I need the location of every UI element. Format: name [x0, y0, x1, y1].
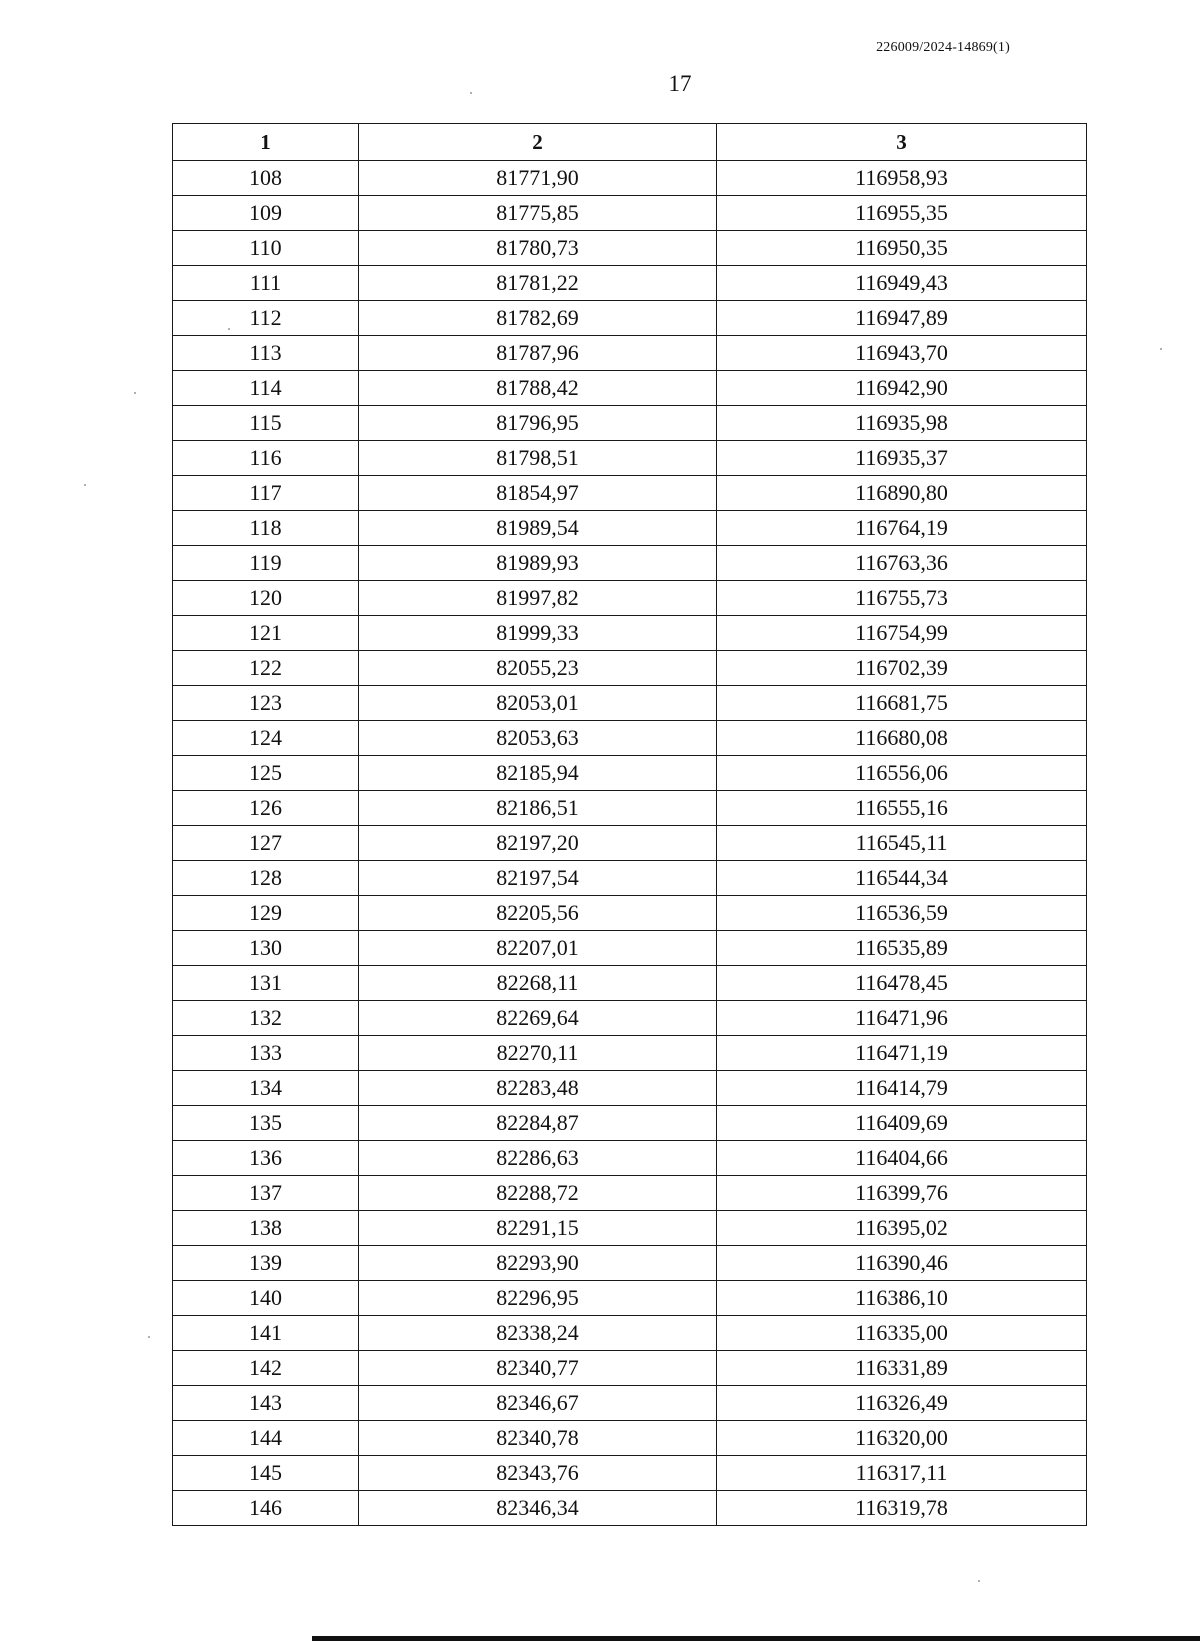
table-row — [173, 1351, 1087, 1386]
column-header-3: 3 — [717, 124, 1087, 161]
x-coordinate-cell: 82340,77 — [359, 1351, 717, 1386]
table-row — [173, 1246, 1087, 1281]
y-coordinate-cell: 116763,36 — [717, 546, 1087, 581]
table-row — [173, 721, 1087, 756]
point-number-cell: 146 — [173, 1491, 359, 1526]
y-coordinate-cell: 116890,80 — [717, 476, 1087, 511]
point-number-cell: 131 — [173, 966, 359, 1001]
y-coordinate-cell: 116955,35 — [717, 196, 1087, 231]
x-coordinate-cell: 81775,85 — [359, 196, 717, 231]
x-coordinate-cell: 81771,90 — [359, 161, 717, 196]
table-row — [173, 441, 1087, 476]
point-number-cell: 126 — [173, 791, 359, 826]
y-coordinate-cell: 116414,79 — [717, 1071, 1087, 1106]
table-row — [173, 336, 1087, 371]
point-number-cell: 145 — [173, 1456, 359, 1491]
x-coordinate-cell: 82284,87 — [359, 1106, 717, 1141]
y-coordinate-cell: 116545,11 — [717, 826, 1087, 861]
point-number-cell: 125 — [173, 756, 359, 791]
x-coordinate-cell: 82296,95 — [359, 1281, 717, 1316]
x-coordinate-cell: 82053,63 — [359, 721, 717, 756]
point-number-cell: 118 — [173, 511, 359, 546]
x-coordinate-cell: 81781,22 — [359, 266, 717, 301]
point-number-cell: 139 — [173, 1246, 359, 1281]
table-row — [173, 616, 1087, 651]
point-number-cell: 108 — [173, 161, 359, 196]
point-number-cell: 128 — [173, 861, 359, 896]
y-coordinate-cell: 116764,19 — [717, 511, 1087, 546]
point-number-cell: 141 — [173, 1316, 359, 1351]
y-coordinate-cell: 116535,89 — [717, 931, 1087, 966]
x-coordinate-cell: 82283,48 — [359, 1071, 717, 1106]
x-coordinate-cell: 81997,82 — [359, 581, 717, 616]
point-number-cell: 120 — [173, 581, 359, 616]
point-number-cell: 129 — [173, 896, 359, 931]
table-row — [173, 966, 1087, 1001]
x-coordinate-cell: 82346,67 — [359, 1386, 717, 1421]
x-coordinate-cell: 81989,93 — [359, 546, 717, 581]
x-coordinate-cell: 81782,69 — [359, 301, 717, 336]
y-coordinate-cell: 116395,02 — [717, 1211, 1087, 1246]
point-number-cell: 114 — [173, 371, 359, 406]
x-coordinate-cell: 81780,73 — [359, 231, 717, 266]
point-number-cell: 140 — [173, 1281, 359, 1316]
table-row — [173, 371, 1087, 406]
x-coordinate-cell: 81989,54 — [359, 511, 717, 546]
y-coordinate-cell: 116409,69 — [717, 1106, 1087, 1141]
y-coordinate-cell: 116935,98 — [717, 406, 1087, 441]
y-coordinate-cell: 116536,59 — [717, 896, 1087, 931]
y-coordinate-cell: 116386,10 — [717, 1281, 1087, 1316]
table-row — [173, 651, 1087, 686]
table-row — [173, 1421, 1087, 1456]
y-coordinate-cell: 116390,46 — [717, 1246, 1087, 1281]
point-number-cell: 111 — [173, 266, 359, 301]
x-coordinate-cell: 81788,42 — [359, 371, 717, 406]
bottom-rule — [312, 1636, 1200, 1641]
y-coordinate-cell: 116335,00 — [717, 1316, 1087, 1351]
table-row — [173, 301, 1087, 336]
x-coordinate-cell: 81787,96 — [359, 336, 717, 371]
point-number-cell: 138 — [173, 1211, 359, 1246]
y-coordinate-cell: 116754,99 — [717, 616, 1087, 651]
x-coordinate-cell: 82197,54 — [359, 861, 717, 896]
x-coordinate-cell: 82185,94 — [359, 756, 717, 791]
table-row — [173, 1141, 1087, 1176]
x-coordinate-cell: 82288,72 — [359, 1176, 717, 1211]
point-number-cell: 137 — [173, 1176, 359, 1211]
table-row — [173, 1211, 1087, 1246]
x-coordinate-cell: 82053,01 — [359, 686, 717, 721]
table-row — [173, 826, 1087, 861]
point-number-cell: 136 — [173, 1141, 359, 1176]
table-row — [173, 861, 1087, 896]
y-coordinate-cell: 116950,35 — [717, 231, 1087, 266]
point-number-cell: 121 — [173, 616, 359, 651]
table-row — [173, 1281, 1087, 1316]
x-coordinate-cell: 82293,90 — [359, 1246, 717, 1281]
x-coordinate-cell: 82346,34 — [359, 1491, 717, 1526]
column-header-1: 1 — [173, 124, 359, 161]
y-coordinate-cell: 116331,89 — [717, 1351, 1087, 1386]
table-row — [173, 1001, 1087, 1036]
point-number-cell: 127 — [173, 826, 359, 861]
table-header — [173, 124, 1087, 161]
y-coordinate-cell: 116471,19 — [717, 1036, 1087, 1071]
point-number-cell: 123 — [173, 686, 359, 721]
point-number-cell: 124 — [173, 721, 359, 756]
x-coordinate-cell: 81798,51 — [359, 441, 717, 476]
y-coordinate-cell: 116947,89 — [717, 301, 1087, 336]
table-row — [173, 231, 1087, 266]
y-coordinate-cell: 116702,39 — [717, 651, 1087, 686]
y-coordinate-cell: 116681,75 — [717, 686, 1087, 721]
table-row — [173, 1316, 1087, 1351]
point-number-cell: 116 — [173, 441, 359, 476]
point-number-cell: 142 — [173, 1351, 359, 1386]
table-row — [173, 196, 1087, 231]
point-number-cell: 134 — [173, 1071, 359, 1106]
point-number-cell: 110 — [173, 231, 359, 266]
x-coordinate-cell: 82186,51 — [359, 791, 717, 826]
y-coordinate-cell: 116958,93 — [717, 161, 1087, 196]
y-coordinate-cell: 116935,37 — [717, 441, 1087, 476]
x-coordinate-cell: 82205,56 — [359, 896, 717, 931]
table-row — [173, 896, 1087, 931]
y-coordinate-cell: 116755,73 — [717, 581, 1087, 616]
point-number-cell: 135 — [173, 1106, 359, 1141]
x-coordinate-cell: 82291,15 — [359, 1211, 717, 1246]
y-coordinate-cell: 116943,70 — [717, 336, 1087, 371]
table-row — [173, 581, 1087, 616]
x-coordinate-cell: 82270,11 — [359, 1036, 717, 1071]
y-coordinate-cell: 116556,06 — [717, 756, 1087, 791]
x-coordinate-cell: 82286,63 — [359, 1141, 717, 1176]
x-coordinate-cell: 81854,97 — [359, 476, 717, 511]
table-row — [173, 1176, 1087, 1211]
table-row — [173, 931, 1087, 966]
x-coordinate-cell: 82197,20 — [359, 826, 717, 861]
x-coordinate-cell: 81999,33 — [359, 616, 717, 651]
coordinates-table — [172, 123, 1087, 1526]
x-coordinate-cell: 82269,64 — [359, 1001, 717, 1036]
x-coordinate-cell: 81796,95 — [359, 406, 717, 441]
table-row — [173, 161, 1087, 196]
x-coordinate-cell: 82343,76 — [359, 1456, 717, 1491]
x-coordinate-cell: 82268,11 — [359, 966, 717, 1001]
y-coordinate-cell: 116399,76 — [717, 1176, 1087, 1211]
x-coordinate-cell: 82340,78 — [359, 1421, 717, 1456]
column-header-2: 2 — [359, 124, 717, 161]
y-coordinate-cell: 116320,00 — [717, 1421, 1087, 1456]
table-row — [173, 1456, 1087, 1491]
y-coordinate-cell: 116326,49 — [717, 1386, 1087, 1421]
point-number-cell: 133 — [173, 1036, 359, 1071]
point-number-cell: 132 — [173, 1001, 359, 1036]
y-coordinate-cell: 116544,34 — [717, 861, 1087, 896]
point-number-cell: 122 — [173, 651, 359, 686]
point-number-cell: 112 — [173, 301, 359, 336]
point-number-cell: 119 — [173, 546, 359, 581]
table-row — [173, 546, 1087, 581]
table-row — [173, 476, 1087, 511]
y-coordinate-cell: 116319,78 — [717, 1491, 1087, 1526]
table-row — [173, 1036, 1087, 1071]
y-coordinate-cell: 116317,11 — [717, 1456, 1087, 1491]
x-coordinate-cell: 82338,24 — [359, 1316, 717, 1351]
y-coordinate-cell: 116949,43 — [717, 266, 1087, 301]
y-coordinate-cell: 116471,96 — [717, 1001, 1087, 1036]
point-number-cell: 117 — [173, 476, 359, 511]
x-coordinate-cell: 82055,23 — [359, 651, 717, 686]
table-body — [173, 161, 1087, 1526]
point-number-cell: 144 — [173, 1421, 359, 1456]
table-row — [173, 1386, 1087, 1421]
table-row — [173, 266, 1087, 301]
point-number-cell: 143 — [173, 1386, 359, 1421]
page-number: 17 — [668, 71, 692, 96]
y-coordinate-cell: 116555,16 — [717, 791, 1087, 826]
table-row — [173, 1491, 1087, 1526]
table-row — [173, 406, 1087, 441]
table-row — [173, 791, 1087, 826]
table-row — [173, 511, 1087, 546]
point-number-cell: 130 — [173, 931, 359, 966]
document-number: 226009/2024-14869(1) — [876, 40, 1010, 55]
table-row — [173, 756, 1087, 791]
table-row — [173, 1106, 1087, 1141]
point-number-cell: 113 — [173, 336, 359, 371]
table-row — [173, 1071, 1087, 1106]
y-coordinate-cell: 116404,66 — [717, 1141, 1087, 1176]
y-coordinate-cell: 116680,08 — [717, 721, 1087, 756]
y-coordinate-cell: 116478,45 — [717, 966, 1087, 1001]
table-row — [173, 686, 1087, 721]
point-number-cell: 115 — [173, 406, 359, 441]
x-coordinate-cell: 82207,01 — [359, 931, 717, 966]
header-row — [173, 124, 1087, 161]
y-coordinate-cell: 116942,90 — [717, 371, 1087, 406]
point-number-cell: 109 — [173, 196, 359, 231]
